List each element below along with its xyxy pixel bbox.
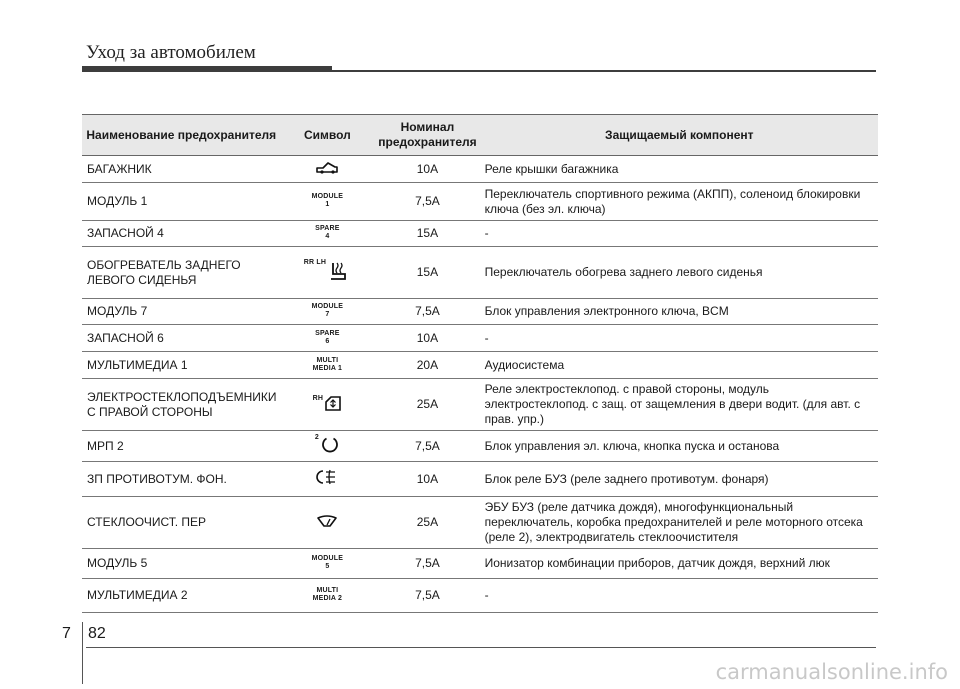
protected-component: - xyxy=(481,221,878,247)
fuse-rating: 10A xyxy=(374,462,480,497)
protected-component: Переключатель обогрева заднего левого сиденья xyxy=(481,247,878,299)
fuse-symbol-label: MULTI MEDIA 2 xyxy=(312,587,343,602)
header-name: Наименование предохранителя xyxy=(82,115,281,156)
table-row xyxy=(82,247,878,299)
protected-component: Реле электростеклопод. с правой стороны, модуль электростеклопод. с защ. от защемления в двери водит. (для авт. с прав. упр.) xyxy=(481,379,878,431)
fuse-name: ЗАПАСНОЙ 4 xyxy=(82,221,281,247)
table-row xyxy=(82,352,878,379)
table-row xyxy=(82,325,878,352)
fuse-name: МУЛЬТИМЕДИА 2 xyxy=(82,579,281,613)
fuse-rating: 7,5A xyxy=(374,579,480,613)
fuse-name: МУЛЬТИМЕДИА 1 xyxy=(82,352,281,379)
protected-component: Переключатель спортивного режима (АКПП), соленоид блокировки ключа (без эл. ключа) xyxy=(481,183,878,221)
fuse-name: БАГАЖНИК xyxy=(82,156,281,183)
fuse-symbol xyxy=(281,579,375,613)
fuse-symbol xyxy=(281,156,375,183)
fuse-rating: 25A xyxy=(374,379,480,431)
fuse-rating: 7,5A xyxy=(374,299,480,325)
fuse-name: МОДУЛЬ 5 xyxy=(82,549,281,579)
table-row xyxy=(82,183,878,221)
fuse-symbol xyxy=(281,549,375,579)
title-rule xyxy=(332,70,876,72)
fuse-rating: 7,5A xyxy=(374,431,480,462)
rear-seat-heater-icon xyxy=(327,259,351,287)
table-header-row xyxy=(82,115,878,156)
fuse-rating: 10A xyxy=(374,156,480,183)
fuse-rating: 20A xyxy=(374,352,480,379)
table-row xyxy=(82,431,878,462)
trunk-icon xyxy=(314,159,340,179)
wiper-icon xyxy=(316,513,338,533)
protected-component: Реле крышки багажника xyxy=(481,156,878,183)
fuse-name: МОДУЛЬ 7 xyxy=(82,299,281,325)
fuse-symbol-label: SPARE 6 xyxy=(315,329,340,345)
fuse-symbol xyxy=(281,462,375,497)
protected-component: Аудиосистема xyxy=(481,352,878,379)
fuse-name: ЭЛЕКТРОСТЕКЛОПОДЪЕМНИКИ С ПРАВОЙ СТОРОНЫ xyxy=(82,379,281,431)
fuse-name: ЗП ПРОТИВОТУМ. ФОН. xyxy=(82,462,281,497)
table-row xyxy=(82,299,878,325)
fuse-rating: 15A xyxy=(374,247,480,299)
fuse-symbol xyxy=(281,379,375,431)
fuse-name: СТЕКЛООЧИСТ. ПЕР xyxy=(82,497,281,549)
header-component: Защищаемый компонент xyxy=(481,115,878,156)
table-row xyxy=(82,549,878,579)
footer-divider-vertical xyxy=(82,622,83,684)
fuse-symbol xyxy=(281,247,375,299)
fuse-symbol-label: SPARE 4 xyxy=(315,225,340,240)
table-row xyxy=(82,156,878,183)
fuse-symbol-label: 2 xyxy=(314,434,319,441)
fuse-name: ОБОГРЕВАТЕЛЬ ЗАДНЕГО ЛЕВОГО СИДЕНЬЯ xyxy=(82,247,281,299)
fuse-rating: 25A xyxy=(374,497,480,549)
page-number: 82 xyxy=(88,625,106,642)
fuse-symbol xyxy=(281,183,375,221)
fuse-symbol xyxy=(281,497,375,549)
fuse-rating: 7,5A xyxy=(374,183,480,221)
fuse-symbol xyxy=(281,299,375,325)
fuse-table xyxy=(82,114,878,613)
start-button-icon xyxy=(320,434,340,458)
fuse-symbol xyxy=(281,325,375,352)
page-title: Уход за автомобилем xyxy=(86,42,256,63)
protected-component: Ионизатор комбинации приборов, датчик дождя, верхний люк xyxy=(481,549,878,579)
fuse-rating: 7,5A xyxy=(374,549,480,579)
protected-component: Блок управления эл. ключа, кнопка пуска и останова xyxy=(481,431,878,462)
fuse-symbol-label: MULTI MEDIA 1 xyxy=(312,356,343,372)
chapter-number: 7 xyxy=(62,625,71,642)
fuse-name: ЗАПАСНОЙ 6 xyxy=(82,325,281,352)
header-symbol: Символ xyxy=(281,115,375,156)
footer-divider-horizontal xyxy=(86,647,876,648)
table-row xyxy=(82,579,878,613)
title-bar xyxy=(82,66,332,72)
rear-fog-lamp-icon xyxy=(316,468,338,490)
fuse-symbol-label: MODULE 7 xyxy=(311,303,344,318)
table-row xyxy=(82,221,878,247)
protected-component: - xyxy=(481,325,878,352)
fuse-symbol xyxy=(281,431,375,462)
watermark: carmanualsonline.info xyxy=(715,660,948,684)
fuse-symbol xyxy=(281,221,375,247)
protected-component: ЭБУ БУЗ (реле датчика дождя), многофункциональный переключатель, коробка предохранителей и реле моторного отсека (реле 2), электродвигатель стеклоочистителя xyxy=(481,497,878,549)
table-row xyxy=(82,497,878,549)
fuse-symbol-label: RR LH xyxy=(303,258,327,266)
protected-component: Блок реле БУЗ (реле заднего противотум. фонаря) xyxy=(481,462,878,497)
table-row xyxy=(82,379,878,431)
fuse-name: МОДУЛЬ 1 xyxy=(82,183,281,221)
fuse-symbol-label: MODULE 1 xyxy=(311,193,344,208)
fuse-symbol xyxy=(281,352,375,379)
header-rating: Номинал предохранителя xyxy=(374,115,480,156)
power-window-icon xyxy=(324,395,342,415)
fuse-symbol-label: MODULE 5 xyxy=(311,555,344,570)
protected-component: - xyxy=(481,579,878,613)
fuse-name: МРП 2 xyxy=(82,431,281,462)
fuse-rating: 15A xyxy=(374,221,480,247)
table-row xyxy=(82,462,878,497)
fuse-symbol-label: RH xyxy=(312,394,324,402)
protected-component: Блок управления электронного ключа, BCM xyxy=(481,299,878,325)
fuse-rating: 10A xyxy=(374,325,480,352)
